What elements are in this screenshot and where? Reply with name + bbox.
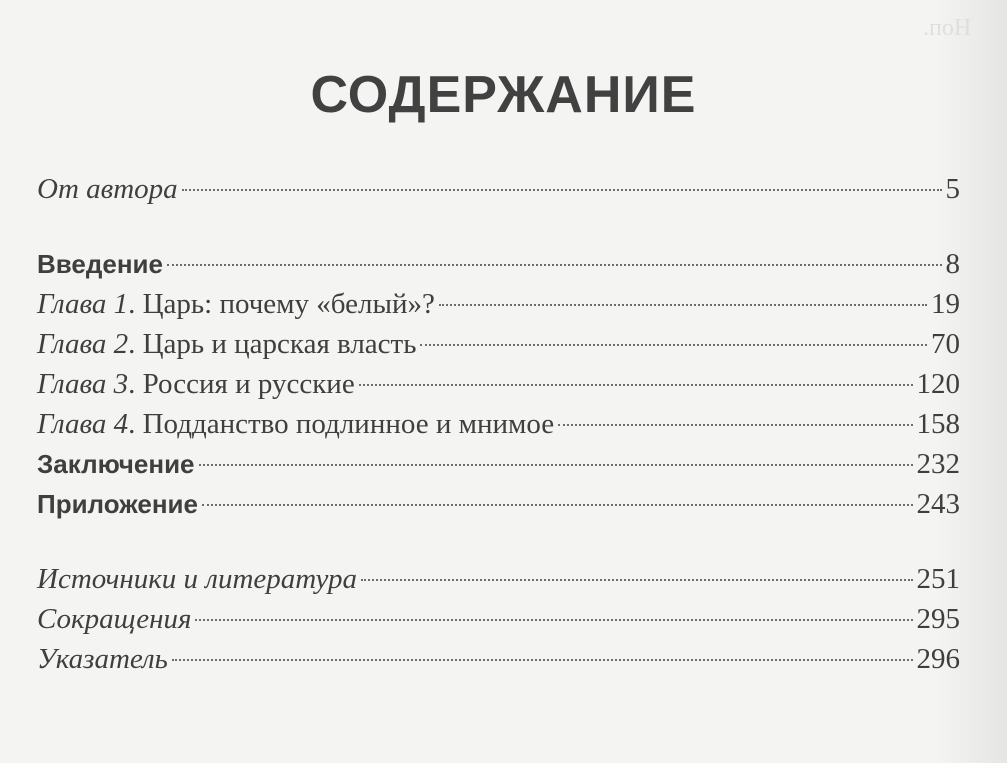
toc-entry-introduction xyxy=(37,244,960,284)
toc-entry-label xyxy=(37,284,439,324)
toc-page-number: 5 xyxy=(945,173,960,205)
toc-entry-foreword xyxy=(37,169,960,209)
toc-entry-appendix xyxy=(37,484,960,524)
toc-entry-label xyxy=(37,444,199,484)
toc-page-number: 243 xyxy=(916,488,960,520)
toc-page-number: 8 xyxy=(945,248,960,280)
toc-entry-chapter-1 xyxy=(37,284,960,324)
toc-leader-dots xyxy=(361,579,913,581)
toc-entry-label xyxy=(37,599,195,639)
toc-entry-prefix: Глава 4 xyxy=(37,408,129,440)
toc-entry-label xyxy=(37,559,361,599)
bleed-through-text: Ноп. xyxy=(923,15,972,41)
toc-entry-label xyxy=(37,169,182,209)
toc-leader-dots xyxy=(558,424,912,426)
toc-entry-prefix: От автора xyxy=(37,173,178,205)
toc-entry-prefix: Глава 2 xyxy=(37,328,129,360)
toc-page-number: 251 xyxy=(916,563,960,595)
toc-entry-suffix: . Подданство подлинное и мнимое xyxy=(128,408,555,440)
toc-page-number: 120 xyxy=(916,368,960,400)
toc-leader-dots xyxy=(195,619,912,621)
toc-entry-suffix: . Царь: почему «белый»? xyxy=(128,288,435,320)
toc-page-number: 158 xyxy=(916,408,960,440)
toc-entry-index xyxy=(37,639,960,679)
toc-leader-dots xyxy=(199,464,913,466)
toc-entry-prefix: Приложение xyxy=(37,489,198,519)
toc-entry-chapter-3 xyxy=(37,364,960,404)
toc-entry-prefix: Сокращения xyxy=(37,603,192,635)
toc-leader-dots xyxy=(359,384,913,386)
toc-leader-dots xyxy=(167,264,942,266)
toc-page-number: 296 xyxy=(916,643,960,675)
toc-entry-prefix: Глава 1 xyxy=(37,288,129,320)
toc-entry-prefix: Введение xyxy=(37,249,163,279)
toc-leader-dots xyxy=(172,659,913,661)
toc-entry-prefix: Заключение xyxy=(37,449,195,479)
table-of-contents xyxy=(37,169,960,679)
toc-entry-prefix: Глава 3 xyxy=(37,368,129,400)
toc-entry-label xyxy=(37,324,420,364)
toc-leader-dots xyxy=(182,189,942,191)
toc-entry-label xyxy=(37,404,558,444)
toc-entry-label xyxy=(37,484,202,524)
toc-entry-suffix: . Россия и русские xyxy=(128,368,355,400)
toc-page-number: 232 xyxy=(916,448,960,480)
toc-page-number: 19 xyxy=(931,288,960,320)
toc-entry-chapter-2 xyxy=(37,324,960,364)
toc-page-number: 295 xyxy=(916,603,960,635)
toc-entry-label xyxy=(37,639,172,679)
toc-entry-conclusion xyxy=(37,444,960,484)
toc-leader-dots xyxy=(202,504,913,506)
toc-leader-dots xyxy=(439,304,927,306)
toc-page-number: 70 xyxy=(931,328,960,360)
toc-entry-abbreviations xyxy=(37,599,960,639)
toc-entry-sources xyxy=(37,559,960,599)
toc-entry-suffix: . Царь и царская власть xyxy=(128,328,417,360)
toc-entry-label xyxy=(37,244,167,284)
toc-entry-prefix: Указатель xyxy=(37,643,168,675)
page-title: СОДЕРЖАНИЕ xyxy=(310,65,697,124)
toc-entry-chapter-4 xyxy=(37,404,960,444)
toc-leader-dots xyxy=(420,344,927,346)
toc-entry-prefix: Источники и литература xyxy=(37,563,357,595)
toc-entry-label xyxy=(37,364,359,404)
